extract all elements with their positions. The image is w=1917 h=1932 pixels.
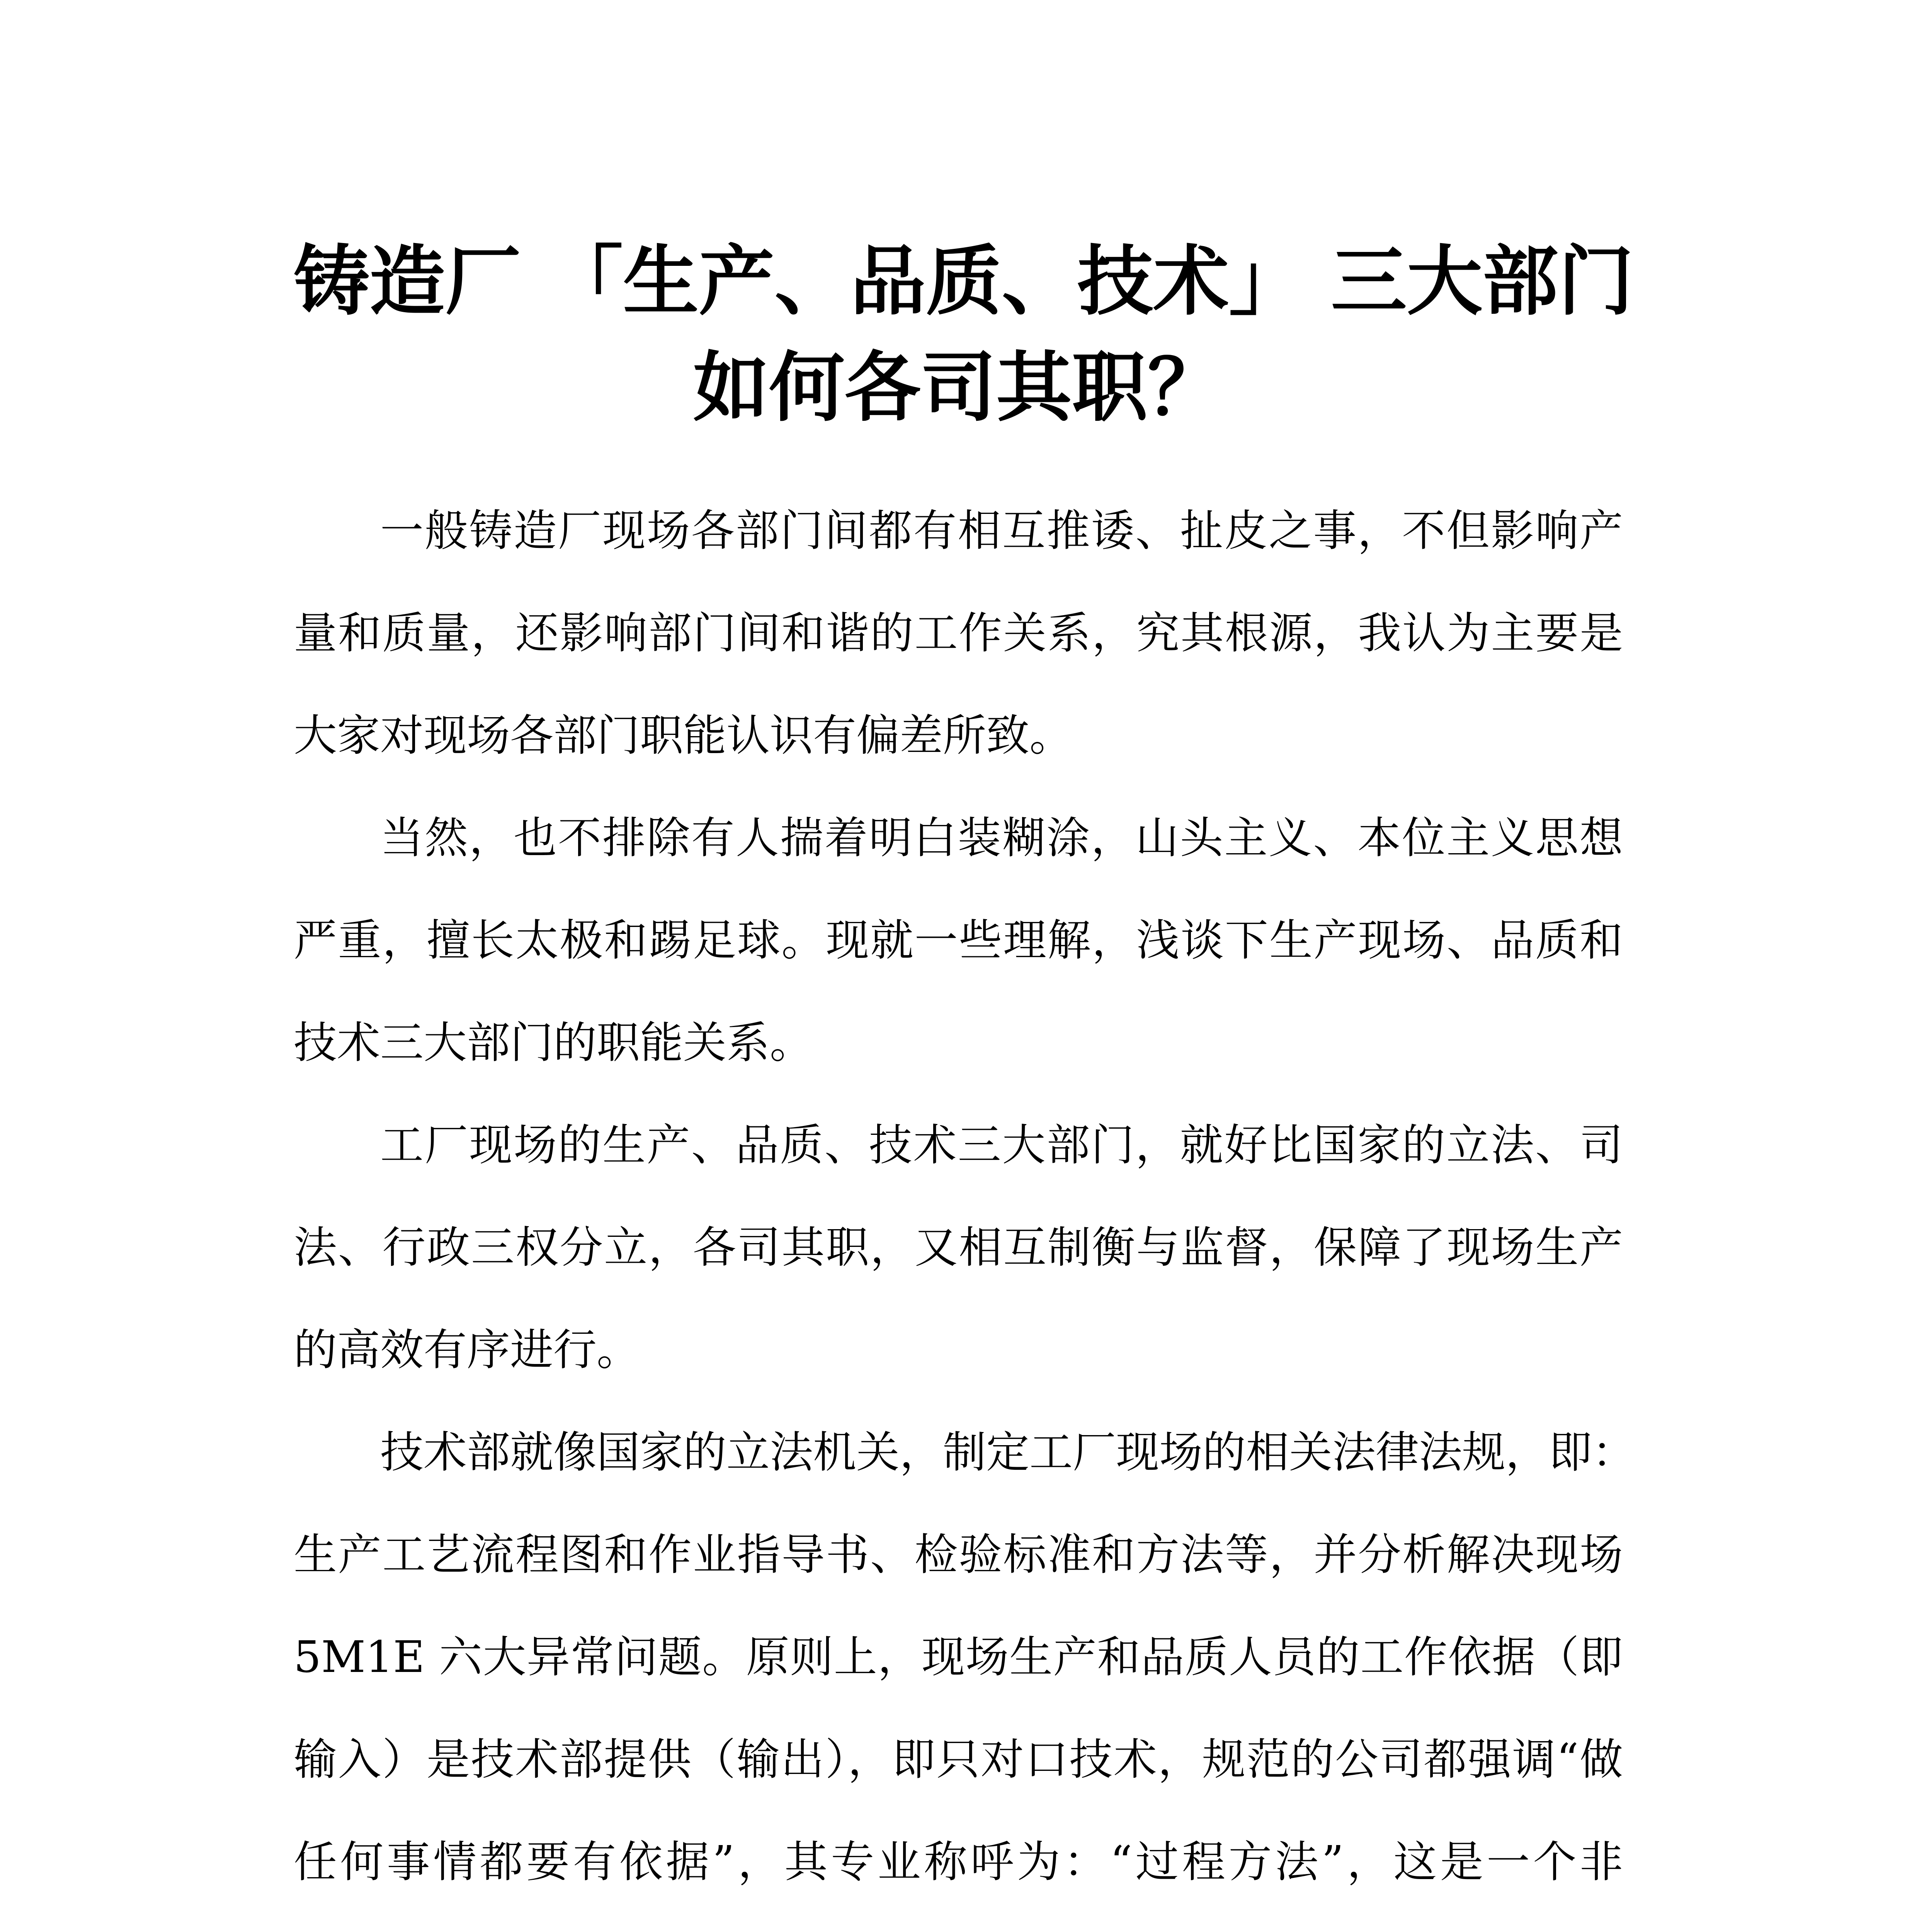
paragraph-1-line-3: 大家对现场各部门职能认识有偏差所致。 xyxy=(294,711,1073,761)
paragraph-4-line-1: 技术部就像国家的立法机关，制定工厂现场的相关法律法规，即： xyxy=(380,1427,1635,1478)
paragraph-2-line-3: 技术三大部门的职能关系。 xyxy=(294,1018,813,1068)
paragraph-4-line-5: 任何事情都要有依据”，其专业称呼为：“过程方法”，这是一个非 xyxy=(294,1837,1623,1887)
title-line-1: 铸造厂 「生产、品质、技术」 三大部门 xyxy=(294,237,1634,326)
paragraph-3-line-1: 工厂现场的生产、品质、技术三大部门，就好比国家的立法、司 xyxy=(380,1120,1623,1170)
paragraph-4-line-2: 生产工艺流程图和作业指导书、检验标准和方法等，并分析解决现场 xyxy=(294,1530,1623,1580)
paragraph-4-line-4: 输入）是技术部提供（输出），即只对口技术，规范的公司都强调“做 xyxy=(294,1735,1623,1785)
title-line-2: 如何各司其职？ xyxy=(693,343,1223,432)
paragraph-3-line-2: 法、行政三权分立，各司其职，又相互制衡与监督，保障了现场生产 xyxy=(294,1223,1623,1273)
paragraph-3-line-3: 的高效有序进行。 xyxy=(294,1325,640,1375)
paragraph-2-line-1: 当然，也不排除有人揣着明白装糊涂，山头主义、本位主义思想 xyxy=(380,813,1623,863)
paragraph-4-line-3: 5M1E 六大异常问题。原则上，现场生产和品质人员的工作依据（即 xyxy=(294,1632,1623,1682)
paragraph-1-line-1: 一般铸造厂现场各部门间都有相互推诿、扯皮之事，不但影响产 xyxy=(380,506,1623,556)
paragraph-1-line-2: 量和质量，还影响部门间和谐的工作关系，究其根源，我认为主要是 xyxy=(294,608,1623,658)
paragraph-2-line-2: 严重，擅长太极和踢足球。现就一些理解，浅谈下生产现场、品质和 xyxy=(294,915,1623,966)
